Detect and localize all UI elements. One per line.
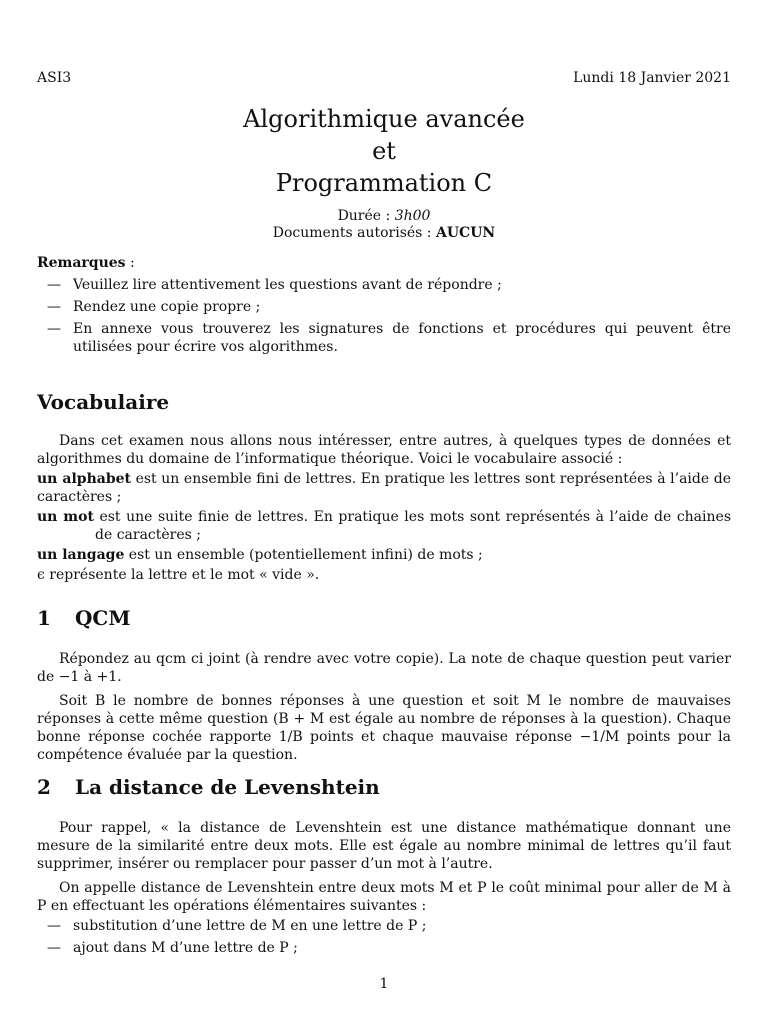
dash-marker: — [47,299,61,315]
list-item [37,939,731,957]
definition-text: est une suite finie de lettres. En pratique les mots sont représentés à l’aide de chaines de caractères ; [93,509,731,543]
duration-line [0,208,768,225]
qcm-paragraph-1: Répondez au qcm ci joint (à rendre avec votre copie). La note de chaque question peut varier de −1 à +1. [37,651,731,685]
list-item [37,917,731,935]
definition-term: un mot [37,509,94,525]
remark-text: En annexe vous trouverez les signatures de fonctions et procédures qui peuvent être utilisées pour écrire vos algorithmes. [73,321,731,355]
duration-value: 3h00 [394,208,431,224]
title-line-3: Programmation C [275,169,493,197]
page-number: 1 [379,976,389,992]
list-item [37,276,731,294]
section-number: 2 [37,775,51,799]
section-2-heading [37,775,731,799]
title-line-1: Algorithmique avancée [243,105,525,133]
page-header [37,70,731,86]
exam-date: Lundi 18 Janvier 2021 [573,70,731,86]
definition-mot [37,508,731,544]
remark-text: Rendez une copie propre ; [73,299,261,315]
levenshtein-paragraph-1: Pour rappel, « la distance de Levenshtein est une distance mathématique donnant une mesure de la similarité entre deux mots. Elle est égale au nombre minimal de lettres qu’il faut supprimer, insérer ou remplacer pour passer d’un mot à l’autre. [37,820,731,872]
documents-line [0,225,768,242]
definition-langage [37,546,731,564]
section-number: 1 [37,606,51,630]
section-2-body [37,819,731,957]
epsilon-definition: ϵ représente la lettre et le mot « vide ». [37,567,320,583]
exam-title [0,103,768,199]
documents-value: AUCUN [435,225,496,241]
remark-text: Veuillez lire attentivement les questions avant de répondre ; [73,277,502,293]
definition-alphabet [37,470,731,506]
definition-term: un langage [37,547,125,563]
documents-label: Documents autorisés : [272,225,436,241]
section-title: La distance de Levenshtein [75,775,380,799]
dash-marker: — [47,277,61,293]
dash-marker: — [47,940,61,956]
section-1-body [37,650,731,764]
vocabulary-heading: Vocabulaire [37,390,170,414]
operation-text: ajout dans M d’une lettre de P ; [73,940,298,956]
definition-text: est un ensemble fini de lettres. En pratique les lettres sont représentées à l’aide de caractères ; [37,471,731,505]
remarks-label: Remarques [37,255,126,271]
definition-text: est un ensemble (potentiellement infini) de mots ; [124,547,483,563]
dash-marker: — [47,321,61,337]
course-code: ASI3 [37,70,72,86]
section-title: QCM [75,606,131,630]
remarks-heading [37,254,731,272]
exam-meta [0,208,768,242]
remarks-suffix: : [125,255,135,271]
remarks-list [37,276,731,360]
operation-text: substitution d’une lettre de M en une lettre de P ; [73,918,427,934]
duration-label: Durée : [337,208,395,224]
levenshtein-paragraph-2: On appelle distance de Levenshtein entre deux mots M et P le coût minimal pour aller de M à P en effectuant les opérations élémentaires suivantes : [37,880,731,914]
list-item [37,298,731,316]
vocabulary-section [37,432,731,584]
section-1-heading [37,606,731,630]
vocabulary-intro: Dans cet examen nous allons nous intéresser, entre autres, à quelques types de données et algorithmes du domaine de l’informatique théorique. Voici le vocabulaire associé : [37,433,731,467]
dash-marker: — [47,918,61,934]
qcm-paragraph-2: Soit B le nombre de bonnes réponses à une question et soit M le nombre de mauvaises réponses à cette même question (B + M est égale au nombre de réponses à la question). Chaque bonne réponse cochée rapporte 1/B points et chaque mauvaise réponse −1/M points pour la compétence évaluée par la question. [37,693,731,763]
title-line-2: et [372,137,396,165]
list-item [37,320,731,356]
definition-term: un alphabet [37,471,131,487]
